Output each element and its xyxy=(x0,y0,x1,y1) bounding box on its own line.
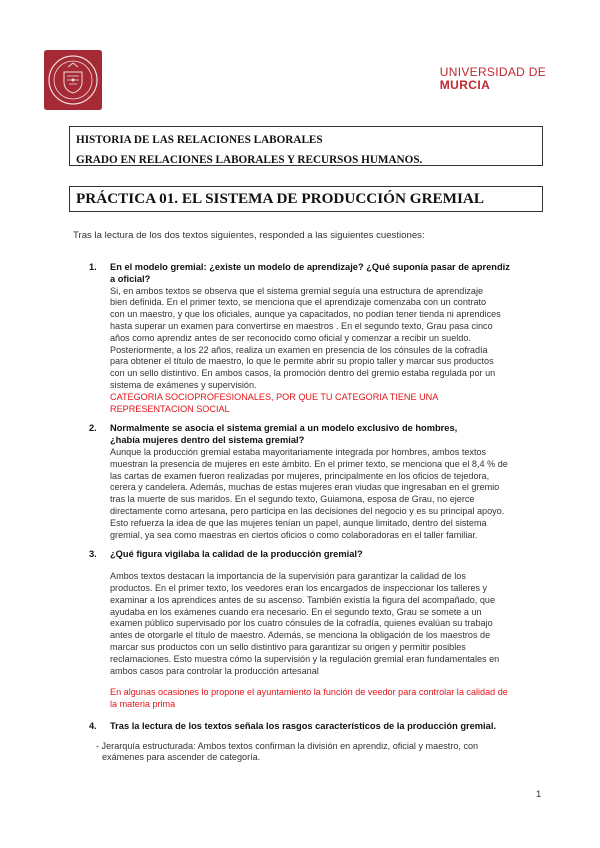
practice-title: PRÁCTICA 01. EL SISTEMA DE PRODUCCIÓN GREMIAL xyxy=(76,190,485,207)
question-title-line: Normalmente se asocia el sistema gremial a un modelo exclusivo de hombres, xyxy=(110,423,458,434)
question-title-line: Tras la lectura de los textos señala los rasgos característicos de la producción gremial. xyxy=(110,720,496,731)
questions-list xyxy=(73,262,553,764)
bullet-line: exámenes para ascender de categoría. xyxy=(102,752,261,763)
question-number: 2. xyxy=(89,423,97,434)
question-title xyxy=(110,262,553,286)
question-title-line: ¿Qué figura vigilaba la calidad de la producción gremial? xyxy=(110,549,363,560)
answer-line: productos. En el primer texto, los veedores eran los encargados de inspeccionar los talleres y xyxy=(110,582,488,593)
answer-line: bien definida. En el primer texto, se menciona que el aprendizaje comenzaba con un contrato xyxy=(110,297,487,308)
practice-title-box xyxy=(69,186,543,212)
answer-line: hasta superar un examen para convertirse en maestros . En el segundo texto, Grau pasa cinco xyxy=(110,320,493,331)
bullet-line: - Jerarquía estructurada: Ambos textos confirman la división en aprendiz, oficial y maestro, con xyxy=(96,740,479,751)
answer-line: Posteriormente, a los 22 años, realiza un examen en presencia de los cónsules de la cofradía xyxy=(110,344,488,355)
answer-line: con un sello distintivo. En ambos casos, la promoción dentro del gremio estaba regulada por un xyxy=(110,368,496,379)
answer-line: tras la muerte de sus maridos. En el segundo texto, Guiamona, esposa de Grau, no ejerce xyxy=(110,494,475,505)
answer-text xyxy=(110,447,553,541)
question-title-line: a oficial? xyxy=(110,273,151,284)
question-title xyxy=(110,721,553,733)
question-title-line: ¿había mujeres dentro del sistema gremial? xyxy=(110,435,305,446)
answer-line: examinar a los aprendices antes de su ascenso. También existía la figura del acompañado, que xyxy=(110,594,496,605)
intro-text: Tras la lectura de los dos textos siguientes, responded a las siguientes cuestiones: xyxy=(73,230,425,241)
answer-line: Aunque la producción gremial estaba mayoritariamente integrada por hombres, ambos textos xyxy=(110,446,487,457)
answer-text xyxy=(110,571,553,711)
answer-line: ayudaba en los exámenes cuando era necesario. En el segundo texto, Grau se somete a un xyxy=(110,606,482,617)
question-number: 3. xyxy=(89,549,97,560)
question-title xyxy=(110,549,553,561)
question-title xyxy=(110,423,553,447)
answer-line: Si, en ambos textos se observa que el sistema gremial seguía una estructura de aprendizaje xyxy=(110,285,484,296)
teacher-note-line: REPRESENTACION SOCIAL xyxy=(110,403,230,414)
question-3 xyxy=(73,549,553,711)
answer-line: directamente como artesana, pero participa en las decisiones del negocio y es su principal apoyo. xyxy=(110,505,505,516)
answer-line: antes de otorgarle el título de maestro. Además, se menciona la obligación de los maestros de xyxy=(110,630,491,641)
university-brand xyxy=(440,66,546,92)
question-title-line: En el modelo gremial: ¿existe un modelo de aprendizaje? ¿Qué suponía pasar de aprendiz xyxy=(110,262,510,272)
question-1 xyxy=(73,262,553,415)
question-number: 1. xyxy=(89,262,97,272)
answer-line: reclamaciones. Esto muestra cómo la supervisión y la regulación gremial eran fundamentales en xyxy=(110,653,500,664)
university-crest-icon xyxy=(44,50,102,110)
answer-line: gremial, ya sea como maestras en ciertos oficios o como colaboradoras en el taller familiar. xyxy=(110,529,478,540)
teacher-note-line: En algunas ocasiones lo propone el ayuntamiento la función de veedor para controlar la calidad de xyxy=(110,687,508,698)
question-number: 4. xyxy=(89,720,97,731)
crest-graphic xyxy=(44,50,102,110)
question-4 xyxy=(73,721,553,764)
course-degree: GRADO EN RELACIONES LABORALES Y RECURSOS HUMANOS. xyxy=(76,154,423,166)
page-number: 1 xyxy=(536,788,542,799)
answer-line: muestran la presencia de mujeres en este ámbito. En el primer texto, se menciona que el 8,4 % de xyxy=(110,458,508,469)
answer-line: las cartas de examen fueron realizadas por mujeres, principalmente en los oficios de tejedora, xyxy=(110,470,490,481)
answer-line: ambos casos para controlar la producción artesanal xyxy=(110,665,319,676)
answer-line: cerera y candelera. Además, muchas de estas mujeres eran viudas que ingresaban en el gremio xyxy=(110,482,500,493)
answer-line: sistema de exámenes y supervisión. xyxy=(110,379,257,390)
answer-line: años como aprendiz antes de ser reconocido como oficial y comenzar a recibir un sueldo. xyxy=(110,332,471,343)
brand-line-2: MURCIA xyxy=(439,78,491,92)
course-box xyxy=(69,126,543,166)
teacher-note-line: la materia prima xyxy=(110,699,176,710)
answer-line: Esto refuerza la idea de que las mujeres tenían un papel, aunque limitado, dentro del sistema xyxy=(110,517,487,528)
teacher-note-line: CATEGORIA SOCIOPROFESIONALES, POR QUE TU CATEGORIA TIENE UNA xyxy=(110,391,439,402)
course-subject: HISTORIA DE LAS RELACIONES LABORALES xyxy=(76,134,323,146)
brand-line-1: UNIVERSIDAD DE xyxy=(439,65,546,79)
answer-line: examen público supervisado por los cuatro cónsules de la cofradía, quienes evalúan su trabajo xyxy=(110,618,493,629)
answer-line: marcar sus productos con un sello distintivo para garantizar su origen y permitir posibles xyxy=(110,641,466,652)
answer-line: con un maestro, y que los oficiales, aunque ya capacitados, no podían tener tienda ni aprendices xyxy=(110,309,501,320)
answer-text xyxy=(110,286,553,416)
answer-line: Ambos textos destacan la importancia de la supervisión para garantizar la calidad de los xyxy=(110,571,466,582)
answer-line: para obtener el título de maestro, lo que le permite abrir su propio taller y marcar sus productos xyxy=(110,356,494,367)
question-2 xyxy=(73,423,553,541)
bullet-item xyxy=(96,741,553,765)
